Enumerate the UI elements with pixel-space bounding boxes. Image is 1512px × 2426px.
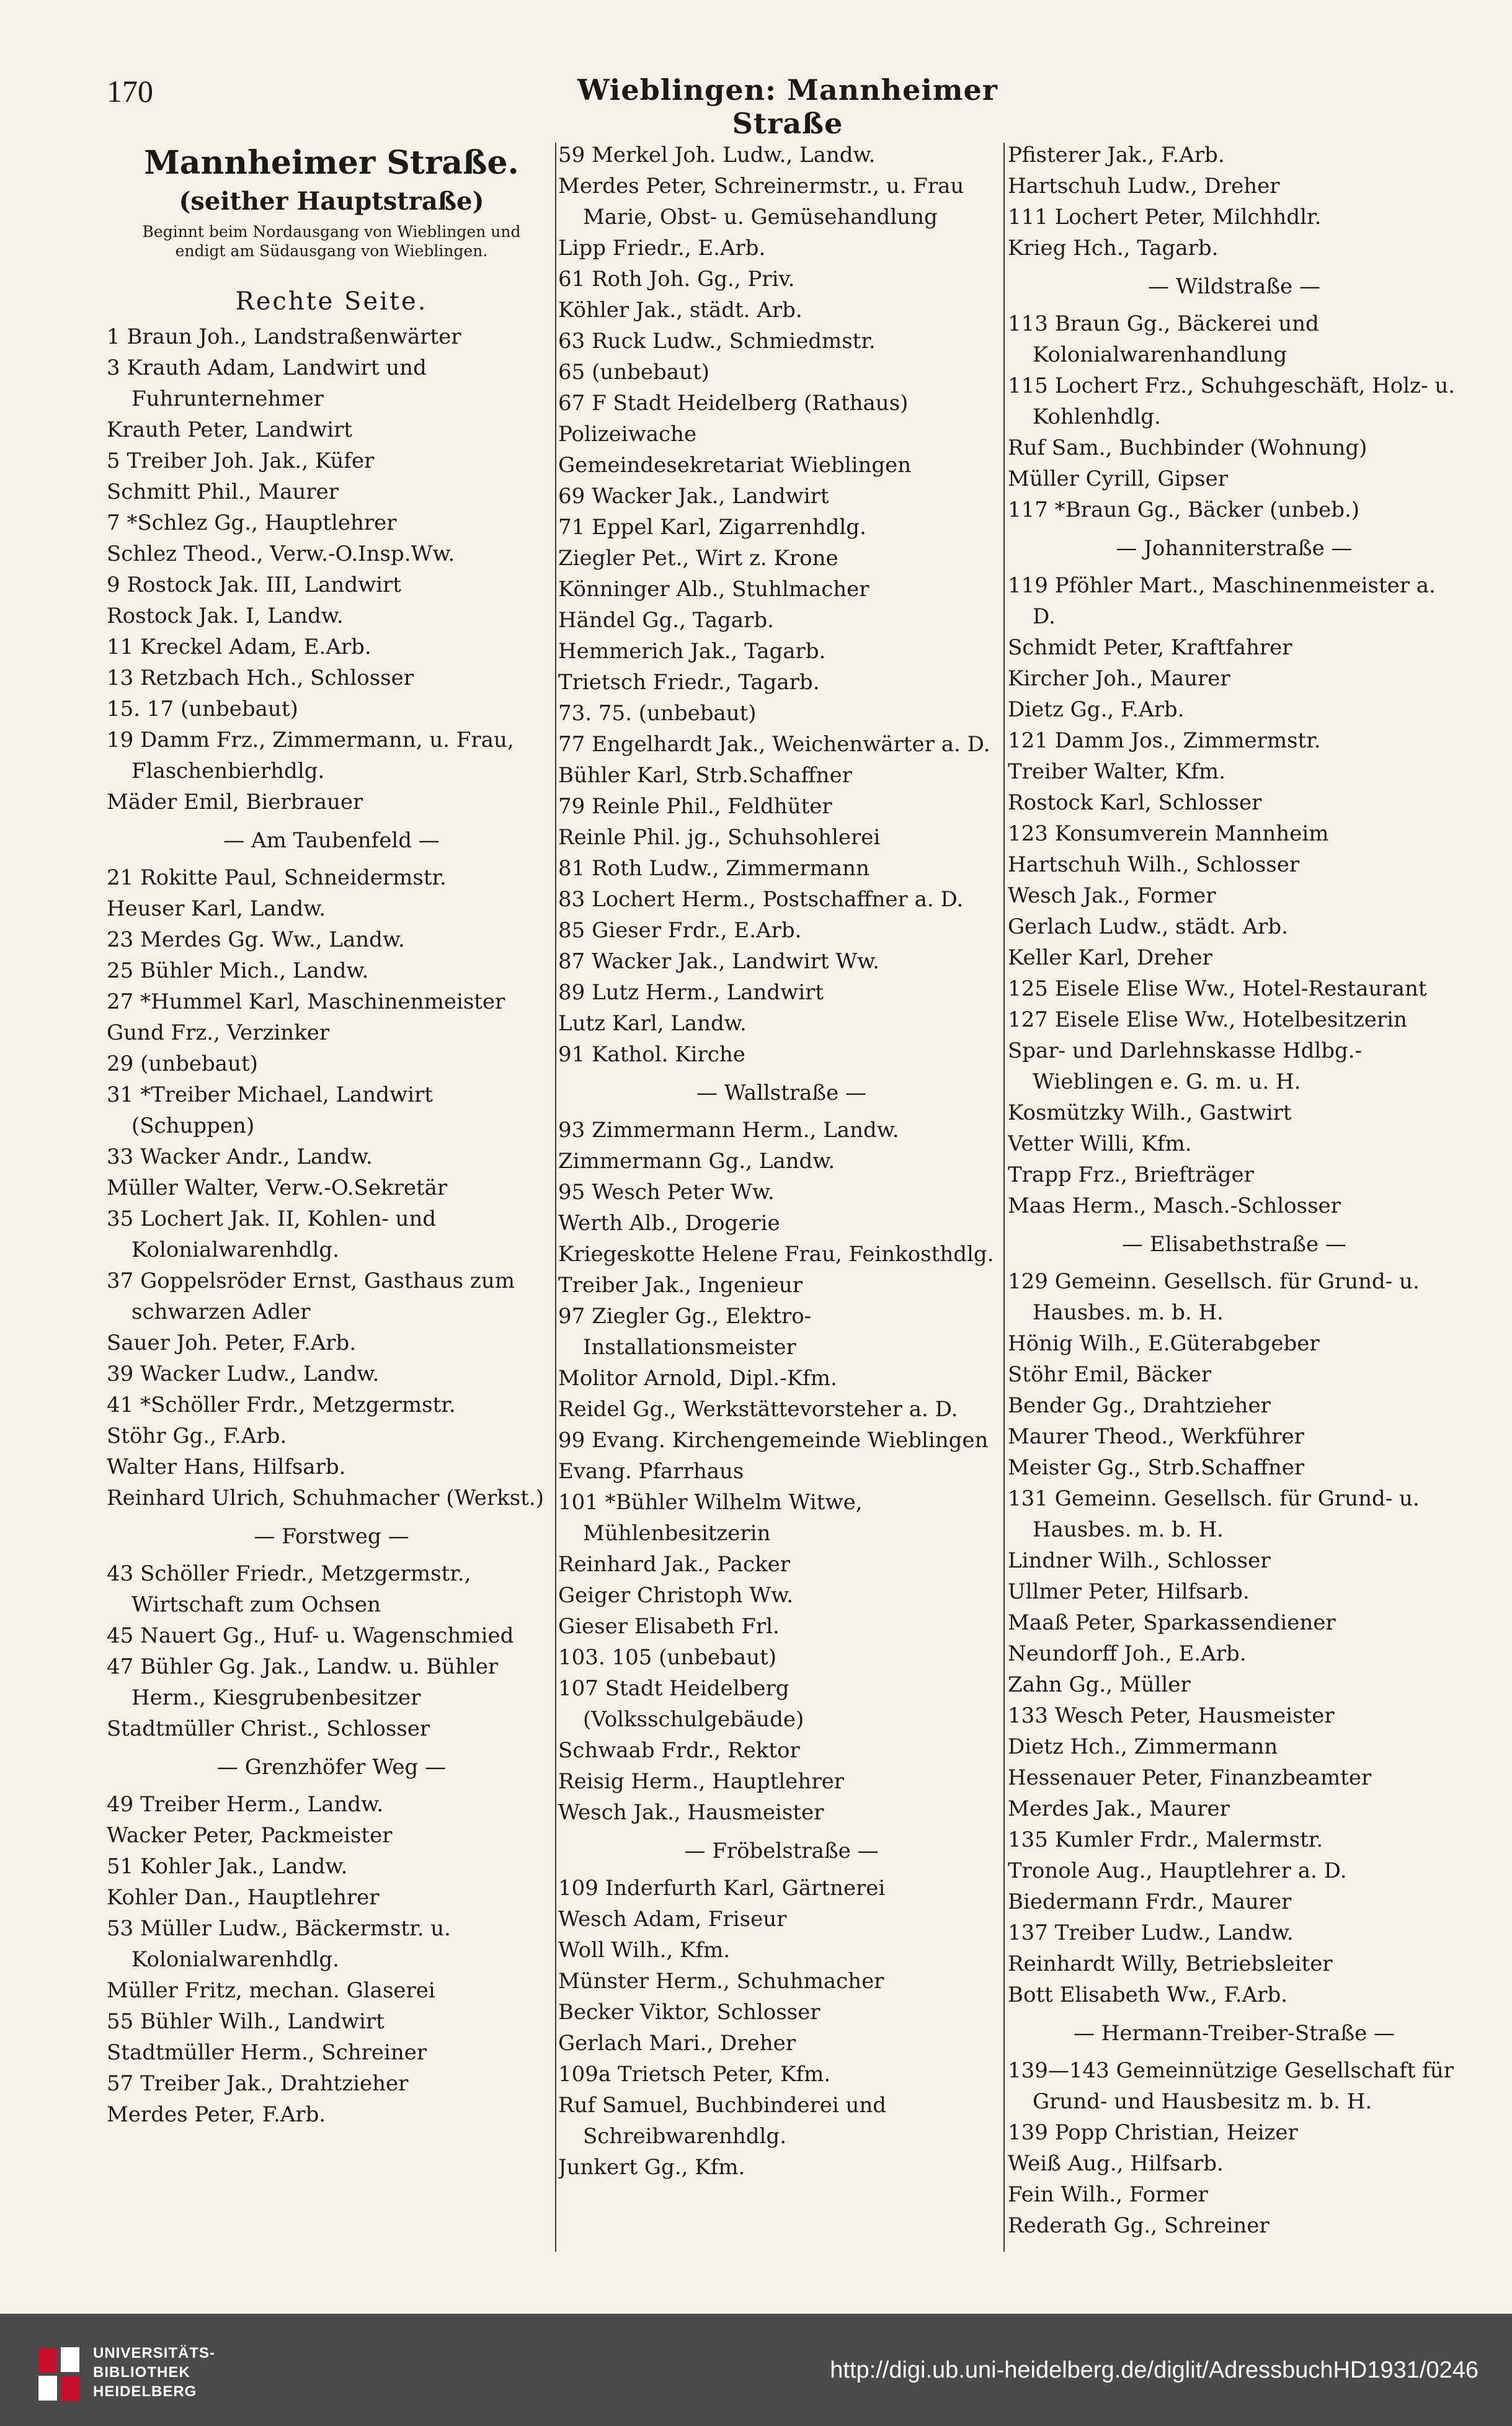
directory-entry: 121 Damm Jos., Zimmermstr. bbox=[1008, 728, 1321, 753]
directory-entry: Dietz Gg., F.Arb. bbox=[1008, 697, 1185, 722]
directory-entry: 27 *Hummel Karl, Maschinenmeister bbox=[107, 989, 505, 1014]
directory-entry: Schmidt Peter, Kraftfahrer bbox=[1008, 635, 1292, 660]
footer-bar bbox=[0, 2314, 1512, 2426]
directory-entry: Woll Wilh., Kfm. bbox=[558, 1938, 731, 1963]
directory-entry: 129 Gemeinn. Gesellsch. für Grund- u. Hausbes. m. b. H. bbox=[1008, 1269, 1420, 1325]
directory-entry: Stöhr Emil, Bäcker bbox=[1008, 1362, 1212, 1387]
directory-entry: Merdes Jak., Maurer bbox=[1008, 1796, 1230, 1821]
directory-entry: Fein Wilh., Former bbox=[1008, 2182, 1208, 2207]
directory-entry: 83 Lochert Herm., Postschaffner a. D. bbox=[558, 887, 964, 912]
directory-entry: Vetter Willi, Kfm. bbox=[1008, 1131, 1192, 1156]
cross-street: — Fröbelstraße — bbox=[684, 1839, 879, 1863]
directory-entry: 55 Bühler Wilh., Landwirt bbox=[107, 2009, 385, 2034]
directory-entry: Junkert Gg., Kfm. bbox=[558, 2155, 745, 2180]
directory-entry: Rostock Karl, Schlosser bbox=[1008, 790, 1262, 815]
directory-entry: Reidel Gg., Werkstättevorsteher a. D. bbox=[558, 1397, 958, 1422]
directory-entry: Gemeindesekretariat Wieblingen bbox=[558, 453, 912, 478]
directory-entry: 87 Wacker Jak., Landwirt Ww. bbox=[558, 949, 880, 974]
directory-entry: Biedermann Frdr., Maurer bbox=[1008, 1889, 1292, 1914]
library-name bbox=[93, 2343, 215, 2401]
column-1 bbox=[107, 140, 556, 2273]
directory-entry: 135 Kumler Frdr., Malermstr. bbox=[1008, 1827, 1323, 1852]
entry-list bbox=[1008, 140, 1461, 264]
directory-entry: 113 Braun Gg., Bäckerei und Kolonialwarenhandlung bbox=[1008, 311, 1319, 367]
cross-street: — Elisabethstraße — bbox=[1122, 1232, 1346, 1257]
directory-entry: Stadtmüller Christ., Schlosser bbox=[107, 1716, 430, 1741]
directory-entry: 79 Reinle Phil., Feldhüter bbox=[558, 794, 832, 819]
entry-list bbox=[1008, 2055, 1461, 2241]
cross-street: — Grenzhöfer Weg — bbox=[216, 1755, 447, 1780]
directory-entry: 63 Ruck Ludw., Schmiedmstr. bbox=[558, 329, 876, 354]
directory-entry: Reisig Herm., Hauptlehrer bbox=[558, 1769, 844, 1794]
cross-street: — Wildstraße — bbox=[1148, 274, 1320, 299]
directory-entry: Merdes Peter, F.Arb. bbox=[107, 2102, 326, 2127]
directory-entry: 125 Eisele Elise Ww., Hotel-Restaurant bbox=[1008, 976, 1427, 1001]
directory-entry: 61 Roth Joh. Gg., Priv. bbox=[558, 267, 795, 292]
directory-entry: Müller Walter, Verw.-O.Sekretär bbox=[107, 1175, 448, 1200]
directory-entry: 21 Rokitte Paul, Schneidermstr. bbox=[107, 865, 447, 890]
directory-entry: 131 Gemeinn. Gesellsch. für Grund- u. Hausbes. m. b. H. bbox=[1008, 1486, 1420, 1542]
directory-entry: 109a Trietsch Peter, Kfm. bbox=[558, 2062, 831, 2087]
directory-entry: Werth Alb., Drogerie bbox=[558, 1211, 780, 1236]
directory-entry: Pfisterer Jak., F.Arb. bbox=[1008, 143, 1225, 167]
directory-entry: 59 Merkel Joh. Ludw., Landw. bbox=[558, 143, 876, 167]
entry-list bbox=[1008, 570, 1461, 1221]
directory-entry: Reinhard Ulrich, Schuhmacher (Werkst.) bbox=[107, 1486, 544, 1510]
directory-entry: Könninger Alb., Stuhlmacher bbox=[558, 577, 869, 602]
directory-entry: 7 *Schlez Gg., Hauptlehrer bbox=[107, 511, 397, 535]
directory-entry: 23 Merdes Gg. Ww., Landw. bbox=[107, 927, 405, 952]
directory-entry: Treiber Walter, Kfm. bbox=[1008, 759, 1225, 784]
directory-entry: 115 Lochert Frz., Schuhgeschäft, Holz- u. Kohlenhdlg. bbox=[1008, 373, 1456, 429]
entry-list bbox=[558, 140, 1005, 1070]
directory-entry: Merdes Peter, Schreinermstr., u. Frau Marie, Obst- u. Gemüsehandlung bbox=[558, 174, 964, 230]
cross-street: — Am Taubenfeld — bbox=[223, 828, 440, 853]
directory-entry: Reinle Phil. jg., Schuhsohlerei bbox=[558, 825, 881, 850]
entry-list bbox=[1008, 1266, 1461, 2010]
directory-entry: Ziegler Pet., Wirt z. Krone bbox=[558, 546, 838, 571]
directory-entry: Krieg Hch., Tagarb. bbox=[1008, 236, 1219, 261]
directory-entry: Mäder Emil, Bierbrauer bbox=[107, 790, 363, 814]
directory-entry: Lindner Wilh., Schlosser bbox=[1008, 1548, 1271, 1573]
directory-entry: 1 Braun Joh., Landstraßenwärter bbox=[107, 324, 461, 349]
directory-entry: 65 (unbebaut) bbox=[558, 360, 709, 385]
directory-entry: Heuser Karl, Landw. bbox=[107, 896, 326, 921]
directory-entry: 137 Treiber Ludw., Landw. bbox=[1008, 1920, 1294, 1945]
entry-list bbox=[107, 862, 556, 1514]
directory-entry: Reinhardt Willy, Betriebsleiter bbox=[1008, 1951, 1333, 1976]
directory-entry: Maurer Theod., Werkführer bbox=[1008, 1424, 1304, 1449]
street-subtitle: (seither Hauptstraße) bbox=[179, 187, 484, 216]
directory-entry: 53 Müller Ludw., Bäckermstr. u. Kolonialwarenhdlg. bbox=[107, 1916, 451, 1972]
directory-entry: 49 Treiber Herm., Landw. bbox=[107, 1792, 384, 1817]
cross-street: — Wallstraße — bbox=[696, 1081, 867, 1105]
directory-entry: 5 Treiber Joh. Jak., Küfer bbox=[107, 448, 375, 473]
directory-entry: Spar- und Darlehnskasse Hdlbg.-Wieblingen e. G. m. u. H. bbox=[1008, 1038, 1363, 1094]
directory-entry: Ruf Samuel, Buchbinderei und Schreibwarenhdlg. bbox=[558, 2093, 887, 2149]
directory-entry: Hönig Wilh., E.Güterabgeber bbox=[1008, 1331, 1320, 1356]
entry-list bbox=[1008, 308, 1461, 525]
directory-entry: Kosmützky Wilh., Gastwirt bbox=[1008, 1100, 1292, 1125]
directory-entry: Trapp Frz., Briefträger bbox=[1008, 1162, 1254, 1187]
directory-entry: 71 Eppel Karl, Zigarrenhdlg. bbox=[558, 515, 866, 540]
cross-street: — Johanniterstraße — bbox=[1116, 536, 1353, 561]
directory-entry: Schlez Theod., Verw.-O.Insp.Ww. bbox=[107, 542, 455, 566]
directory-entry: Hartschuh Wilh., Schlosser bbox=[1008, 852, 1300, 877]
directory-entry: 33 Wacker Andr., Landw. bbox=[107, 1144, 373, 1169]
directory-entry: 139—143 Gemeinnützige Gesellschaft für Grund- und Hausbesitz m. b. H. bbox=[1008, 2058, 1454, 2114]
directory-entry: Bender Gg., Drahtzieher bbox=[1008, 1393, 1271, 1418]
entry-list bbox=[558, 1873, 1005, 2183]
directory-entry: 37 Goppelsröder Ernst, Gasthaus zum schwarzen Adler bbox=[107, 1269, 515, 1324]
directory-entry: 13 Retzbach Hch., Schlosser bbox=[107, 666, 414, 690]
directory-entry: Hartschuh Ludw., Dreher bbox=[1008, 174, 1280, 198]
directory-entry: Trietsch Friedr., Tagarb. bbox=[558, 670, 820, 695]
directory-entry: 99 Evang. Kirchengemeinde Wieblingen bbox=[558, 1428, 989, 1453]
directory-entry: Dietz Hch., Zimmermann bbox=[1008, 1734, 1278, 1759]
directory-entry: Keller Karl, Dreher bbox=[1008, 945, 1212, 970]
entry-list bbox=[107, 1789, 556, 2130]
side-heading: Rechte Seite. bbox=[235, 287, 428, 316]
street-title: Mannheimer Straße. bbox=[144, 144, 519, 182]
directory-entry: Reinhard Jak., Packer bbox=[558, 1552, 791, 1577]
directory-entry: Köhler Jak., städt. Arb. bbox=[558, 298, 803, 323]
entry-list bbox=[107, 1558, 556, 1744]
directory-entry: Ullmer Peter, Hilfsarb. bbox=[1008, 1579, 1250, 1604]
directory-entry: Kircher Joh., Maurer bbox=[1008, 666, 1230, 691]
directory-entry: 117 *Braun Gg., Bäcker (unbeb.) bbox=[1008, 497, 1360, 522]
directory-entry: 97 Ziegler Gg., Elektro-Installationsmeister bbox=[558, 1304, 812, 1360]
directory-entry: 111 Lochert Peter, Milchhdlr. bbox=[1008, 205, 1322, 230]
directory-entry: Wesch Adam, Friseur bbox=[558, 1907, 787, 1932]
entry-list bbox=[558, 1115, 1005, 1828]
directory-entry: 77 Engelhardt Jak., Weichenwärter a. D. bbox=[558, 732, 990, 757]
directory-entry: 35 Lochert Jak. II, Kohlen- und Kolonialwarenhdlg. bbox=[107, 1206, 437, 1262]
running-title: Wieblingen: Mannheimer Straße bbox=[577, 73, 998, 140]
directory-entry: Kriegeskotte Helene Frau, Feinkosthdlg. bbox=[558, 1242, 994, 1267]
directory-entry: Gund Frz., Verzinker bbox=[107, 1020, 330, 1045]
library-logo-icon bbox=[37, 2346, 82, 2402]
directory-entry: 119 Pföhler Mart., Maschinenmeister a. D. bbox=[1008, 573, 1436, 629]
directory-entry: Wesch Jak., Former bbox=[1008, 883, 1216, 908]
directory-entry: 41 *Schöller Frdr., Metzgermstr. bbox=[107, 1393, 456, 1417]
directory-entry: 9 Rostock Jak. III, Landwirt bbox=[107, 573, 401, 597]
directory-entry: Rederath Gg., Schreiner bbox=[1008, 2213, 1270, 2238]
directory-entry: Hemmerich Jak., Tagarb. bbox=[558, 639, 826, 664]
directory-entry: Tronole Aug., Hauptlehrer a. D. bbox=[1008, 1858, 1347, 1883]
directory-entry: Bott Elisabeth Ww., F.Arb. bbox=[1008, 1982, 1288, 2007]
directory-entry: 101 *Bühler Wilhelm Witwe, Mühlenbesitzerin bbox=[558, 1490, 863, 1546]
directory-entry: Gerlach Ludw., städt. Arb. bbox=[1008, 914, 1288, 939]
cross-street: — Hermann-Treiber-Straße — bbox=[1073, 2021, 1395, 2046]
directory-entry: 109 Inderfurth Karl, Gärtnerei bbox=[558, 1876, 886, 1901]
directory-entry: 31 *Treiber Michael, Landwirt (Schuppen) bbox=[107, 1082, 433, 1138]
directory-entry: 45 Nauert Gg., Huf- u. Wagenschmied bbox=[107, 1623, 514, 1648]
directory-entry: Müller Cyrill, Gipser bbox=[1008, 466, 1228, 491]
directory-entry: Weiß Aug., Hilfsarb. bbox=[1008, 2151, 1224, 2176]
directory-entry: 107 Stadt Heidelberg (Volksschulgebäude) bbox=[558, 1676, 804, 1732]
library-name-line: BIBLIOTHEK bbox=[93, 2364, 190, 2381]
directory-entry: Münster Herm., Schuhmacher bbox=[558, 1969, 884, 1994]
directory-entry: 11 Kreckel Adam, E.Arb. bbox=[107, 635, 371, 659]
directory-entry: 57 Treiber Jak., Drahtzieher bbox=[107, 2071, 409, 2096]
directory-entry: Kohler Dan., Hauptlehrer bbox=[107, 1885, 380, 1910]
directory-entry: Stöhr Gg., F.Arb. bbox=[107, 1424, 287, 1448]
directory-entry: 51 Kohler Jak., Landw. bbox=[107, 1854, 348, 1879]
directory-entry: Maaß Peter, Sparkassendiener bbox=[1008, 1610, 1336, 1635]
directory-entry: 25 Bühler Mich., Landw. bbox=[107, 958, 369, 983]
directory-entry: Polizeiwache bbox=[558, 422, 697, 447]
directory-entry: Zahn Gg., Müller bbox=[1008, 1672, 1191, 1697]
directory-entry: 39 Wacker Ludw., Landw. bbox=[107, 1362, 380, 1386]
directory-entry: Händel Gg., Tagarb. bbox=[558, 608, 774, 633]
directory-entry: 67 F Stadt Heidelberg (Rathaus) bbox=[558, 391, 909, 416]
directory-entry: 19 Damm Frz., Zimmermann, u. Frau, Flaschenbierhdlg. bbox=[107, 728, 514, 783]
directory-entry: Schmitt Phil., Maurer bbox=[107, 479, 339, 504]
library-name-line: UNIVERSITÄTS- bbox=[93, 2345, 216, 2361]
directory-entry: Rostock Jak. I, Landw. bbox=[107, 604, 344, 628]
directory-entry: 3 Krauth Adam, Landwirt und Fuhrunternehmer bbox=[107, 355, 427, 411]
page-header bbox=[0, 73, 1512, 140]
directory-entry: 93 Zimmermann Herm., Landw. bbox=[558, 1118, 899, 1143]
directory-entry: Hessenauer Peter, Finanzbeamter bbox=[1008, 1765, 1372, 1790]
directory-entry: Meister Gg., Strb.Schaffner bbox=[1008, 1455, 1305, 1480]
directory-entry: 95 Wesch Peter Ww. bbox=[558, 1180, 775, 1205]
directory-entry: Sauer Joh. Peter, F.Arb. bbox=[107, 1331, 357, 1355]
directory-entry: Ruf Sam., Buchbinder (Wohnung) bbox=[1008, 435, 1367, 460]
page-number: 170 bbox=[107, 74, 153, 109]
directory-entry: Treiber Jak., Ingenieur bbox=[558, 1273, 803, 1298]
directory-entry: 89 Lutz Herm., Landwirt bbox=[558, 980, 824, 1005]
source-url-link[interactable]: http://digi.ub.uni-heidelberg.de/diglit/AdressbuchHD1931/0246 bbox=[830, 2357, 1479, 2383]
directory-entry: 91 Kathol. Kirche bbox=[558, 1042, 745, 1067]
directory-entry: 29 (unbebaut) bbox=[107, 1051, 258, 1076]
column-3 bbox=[1008, 140, 1461, 2273]
directory-entry: 103. 105 (unbebaut) bbox=[558, 1645, 777, 1670]
directory-entry: Maas Herm., Masch.-Schlosser bbox=[1008, 1193, 1341, 1218]
directory-entry: 139 Popp Christian, Heizer bbox=[1008, 2120, 1298, 2145]
library-name-line: HEIDELBERG bbox=[93, 2383, 197, 2400]
directory-entry: Lipp Friedr., E.Arb. bbox=[558, 236, 766, 261]
directory-entry: Neundorff Joh., E.Arb. bbox=[1008, 1641, 1247, 1666]
directory-entry: Krauth Peter, Landwirt bbox=[107, 417, 352, 442]
directory-entry: Müller Fritz, mechan. Glaserei bbox=[107, 1978, 435, 2003]
directory-entry: Molitor Arnold, Dipl.-Kfm. bbox=[558, 1366, 837, 1391]
cross-street: — Forstweg — bbox=[254, 1524, 409, 1549]
directory-entry: 47 Bühler Gg. Jak., Landw. u. Bühler Herm., Kiesgrubenbesitzer bbox=[107, 1654, 499, 1710]
column-2 bbox=[558, 140, 1005, 2273]
street-note: Beginnt beim Nordausgang von Wieblingen und endigt am Südausgang von Wieblingen. bbox=[142, 223, 521, 260]
directory-entry: Stadtmüller Herm., Schreiner bbox=[107, 2040, 427, 2065]
directory-entry: 69 Wacker Jak., Landwirt bbox=[558, 484, 829, 509]
directory-entry: Schwaab Frdr., Rektor bbox=[558, 1738, 800, 1763]
directory-entry: Lutz Karl, Landw. bbox=[558, 1011, 747, 1036]
directory-entry: 15. 17 (unbebaut) bbox=[107, 697, 298, 721]
directory-entry: Bühler Karl, Strb.Schaffner bbox=[558, 763, 852, 788]
directory-entry: Gerlach Mari., Dreher bbox=[558, 2031, 796, 2056]
directory-entry: 73. 75. (unbebaut) bbox=[558, 701, 757, 726]
entry-list bbox=[107, 321, 556, 818]
directory-entry: Becker Viktor, Schlosser bbox=[558, 2000, 820, 2025]
directory-entry: Walter Hans, Hilfsarb. bbox=[107, 1455, 346, 1479]
directory-entry: 123 Konsumverein Mannheim bbox=[1008, 821, 1329, 846]
directory-entry: Evang. Pfarrhaus bbox=[558, 1459, 744, 1484]
directory-entry: Geiger Christoph Ww. bbox=[558, 1583, 794, 1608]
directory-entry: 81 Roth Ludw., Zimmermann bbox=[558, 856, 869, 881]
directory-entry: Gieser Elisabeth Frl. bbox=[558, 1614, 780, 1639]
directory-entry: Zimmermann Gg., Landw. bbox=[558, 1149, 835, 1174]
directory-entry: Wacker Peter, Packmeister bbox=[107, 1823, 393, 1848]
directory-entry: 127 Eisele Elise Ww., Hotelbesitzerin bbox=[1008, 1007, 1407, 1032]
directory-entry: 85 Gieser Frdr., E.Arb. bbox=[558, 918, 802, 943]
directory-entry: Wesch Jak., Hausmeister bbox=[558, 1800, 824, 1825]
directory-entry: 133 Wesch Peter, Hausmeister bbox=[1008, 1703, 1335, 1728]
directory-entry: 43 Schöller Friedr., Metzgermstr., Wirtschaft zum Ochsen bbox=[107, 1561, 471, 1617]
